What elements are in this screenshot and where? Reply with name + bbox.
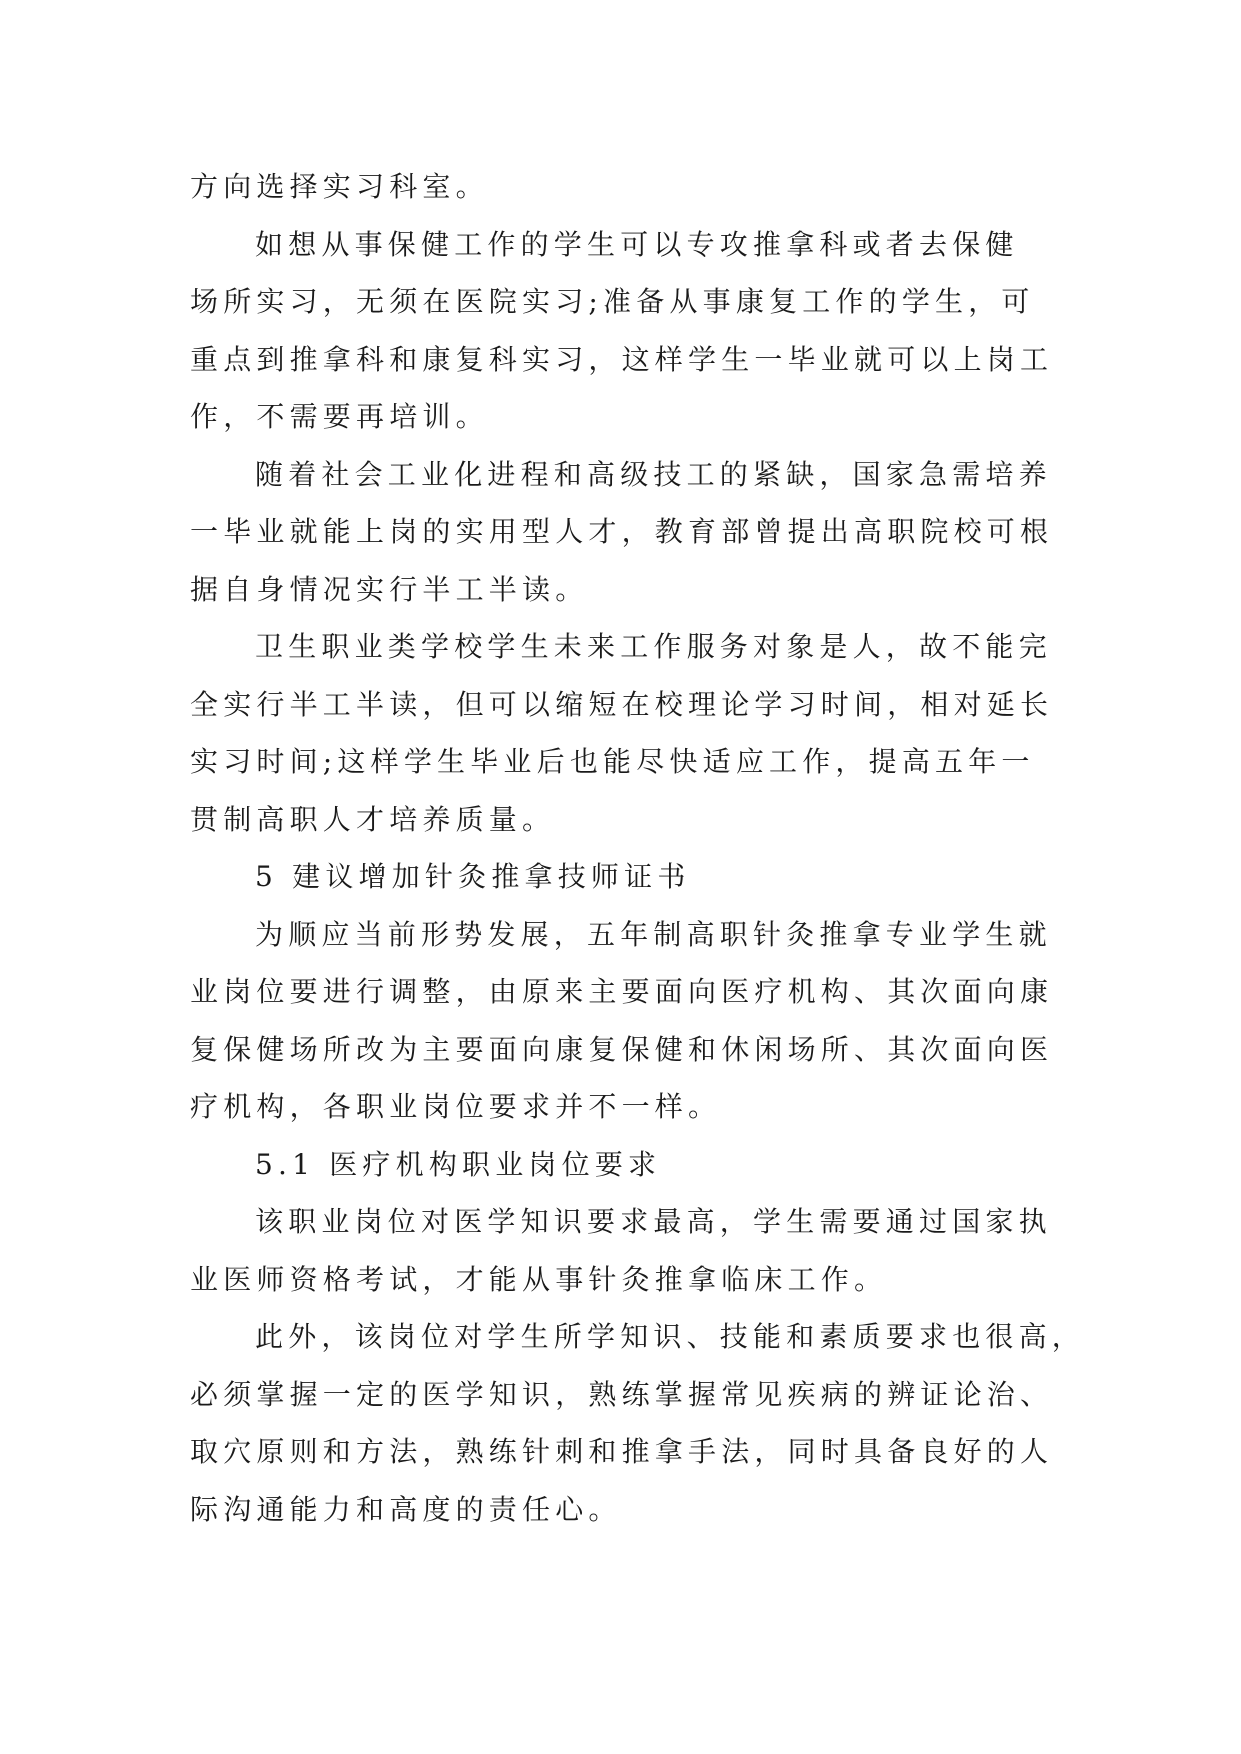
text-line: 疗机构，各职业岗位要求并不一样。	[190, 1090, 722, 1123]
document-body	[190, 158, 1086, 1538]
text-line: 复保健场所改为主要面向康复保健和休闲场所、其次面向医	[190, 1032, 1054, 1066]
text-line: 一毕业就能上岗的实用型人才，教育部曾提出高职院校可根	[190, 515, 1054, 548]
text-line: 际沟通能力和高度的责任心。	[190, 1492, 622, 1526]
text-line: 取穴原则和方法，熟练针刺和推拿手法，同时具备良好的人	[190, 1435, 1054, 1468]
text-line: 重点到推拿科和康复科实习，这样学生一毕业就可以上岗工	[190, 342, 1054, 376]
text-line: 作，不需要再培训。	[190, 400, 489, 433]
text-line: 方向选择实习科室。	[190, 170, 489, 203]
text-line: 全实行半工半读，但可以缩短在校理论学习时间，相对延长	[190, 687, 1054, 721]
text-line: 5 建议增加针灸推拿技师证书	[255, 860, 691, 893]
text-line: 该职业岗位对医学知识要求最高，学生需要通过国家执	[255, 1205, 1052, 1238]
text-line: 场所实习，无须在医院实习;准备从事康复工作的学生，可	[190, 285, 1035, 318]
text-line: 此外，该岗位对学生所学知识、技能和素质要求也很高，	[255, 1320, 1086, 1353]
text-line: 卫生职业类学校学生未来工作服务对象是人，故不能完	[255, 630, 1052, 663]
text-line: 贯制高职人才培养质量。	[190, 802, 556, 836]
text-line: 实习时间;这样学生毕业后也能尽快适应工作，提高五年一	[190, 745, 1035, 778]
text-line: 随着社会工业化进程和高级技工的紧缺，国家急需培养	[255, 457, 1052, 491]
text-line: 为顺应当前形势发展，五年制高职针灸推拿专业学生就	[255, 917, 1052, 951]
text-line: 业医师资格考试，才能从事针灸推拿临床工作。	[190, 1262, 888, 1296]
text-line: 5.1 医疗机构职业岗位要求	[255, 1147, 662, 1181]
text-line: 据自身情况实行半工半读。	[190, 572, 589, 606]
text-line: 业岗位要进行调整，由原来主要面向医疗机构、其次面向康	[190, 975, 1054, 1008]
text-line: 必须掌握一定的医学知识，熟练掌握常见疾病的辨证论治、	[190, 1377, 1054, 1411]
text-line: 如想从事保健工作的学生可以专攻推拿科或者去保健	[255, 227, 1019, 261]
